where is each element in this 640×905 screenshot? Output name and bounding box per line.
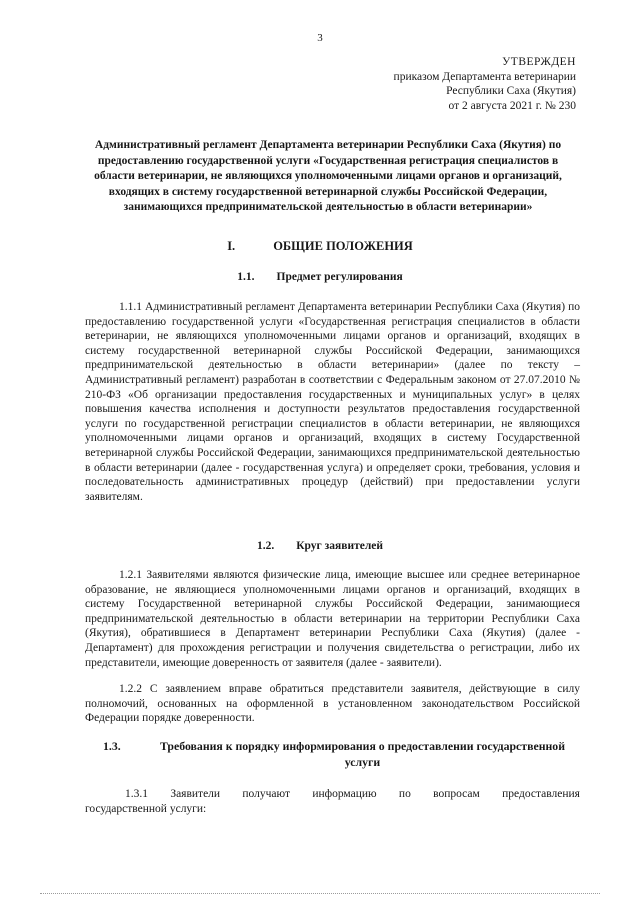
approval-heading: УТВЕРЖДЕН (502, 56, 576, 68)
subsection-title: Требования к порядку информирования о предоставлении государственной услуги (159, 739, 565, 769)
subsection-heading-applicants (0, 540, 640, 552)
approval-block (394, 55, 576, 113)
section-heading-general (0, 239, 640, 254)
subsection-heading-subject (0, 271, 640, 283)
section-number: I. (227, 239, 236, 253)
approval-date: от 2 августа 2021 г. № 230 (448, 99, 576, 112)
word: получают (242, 788, 290, 800)
paragraph-1-2-1: 1.2.1 Заявителями являются физические лица, имеющие высшее или среднее ветеринарное образование, не являющиеся уполномоченными лицами органов и организаций, входящих в систему Государственной ветеринарной службы Российской Федерации, занимающиеся предпринимательской деятельностью в области ветеринарии на территории Республики Саха (Якутия), обратившиеся в Департамент ветеринарии Республики Саха (Якутия) (далее - Департамент) для прохождения регистрации и получения свидетельства о регистрации, либо их представители, имеющие доверенность от заявителя (далее - заявители). (85, 569, 580, 669)
word: Заявители (170, 788, 221, 800)
document-title: Административный регламент Департамента ветеринарии Республики Саха (Якутия) по предоставлению государственной услуги «Государственная регистрация специалистов в области ветеринарии, не являющихся уполномоченными лицами органов и организаций, входящих в систему государственной ветеринарной службы Российской Федерации, занимающихся предпринимательской деятельностью в области ветеринарии» (94, 139, 562, 213)
scan-artifact-line (40, 893, 600, 898)
section-title: ОБЩИЕ ПОЛОЖЕНИЯ (273, 239, 413, 253)
page-number: 3 (317, 32, 323, 44)
word: предоставления (502, 788, 580, 800)
approval-republic: Республики Саха (Якутия) (446, 85, 576, 97)
subsection-number: 1.2. (256, 540, 275, 552)
clause-number: 1.3.1 (125, 788, 148, 800)
word: по (398, 788, 411, 800)
subsection-number: 1.1. (237, 271, 255, 283)
word: вопросам (433, 788, 480, 800)
subsection-number: 1.3. (103, 739, 121, 753)
subsection-title: Круг заявителей (296, 540, 384, 552)
paragraph-1-1-1: 1.1.1 Административный регламент Департамента ветеринарии Республики Саха (Якутия) по предоставлению государственной услуги «Государственная регистрация специалистов в области ветеринарии, не являющихся уполномоченными лицами органов и организаций, входящих в систему государственной ветеринарной службы Российской Федерации, занимающихся предпринимательской деятельностью в области ветеринарии» (далее по тексту – Административный регламент) разработан в соответствии с Федеральным законом от 27.07.2010 № 210-ФЗ «Об организации предоставления государственных и муниципальных услуг» в целях повышения качества исполнения и доступности результатов предоставления государственной услуги по государственной регистрации специалистов в области ветеринарии, не являющихся уполномоченными лицами органов и организаций, входящих в систему Государственной ветеринарной службы Российской Федерации, занимающихся предпринимательской деятельностью в области ветеринарии (далее - государственная услуга) и определяет сроки, требования, условия и последовательность административных процедур (действий) при предоставлении услуги заявителям. (85, 301, 580, 503)
subsection-title: Предмет регулирования (276, 271, 403, 283)
paragraph-first-line (85, 787, 580, 802)
approval-order: приказом Департамента ветеринарии (393, 70, 576, 83)
paragraph-1-3-1 (85, 787, 580, 816)
paragraph-continuation: государственной услуги: (85, 802, 207, 815)
word: информацию (312, 788, 377, 800)
paragraph-1-2-2: 1.2.2 С заявлением вправе обратиться представители заявителя, действующие в силу полномочий, основанных на оформленной в установленном законодательством Российской Федерации порядке доверенности. (85, 683, 580, 725)
subsection-heading-informing (85, 739, 580, 770)
